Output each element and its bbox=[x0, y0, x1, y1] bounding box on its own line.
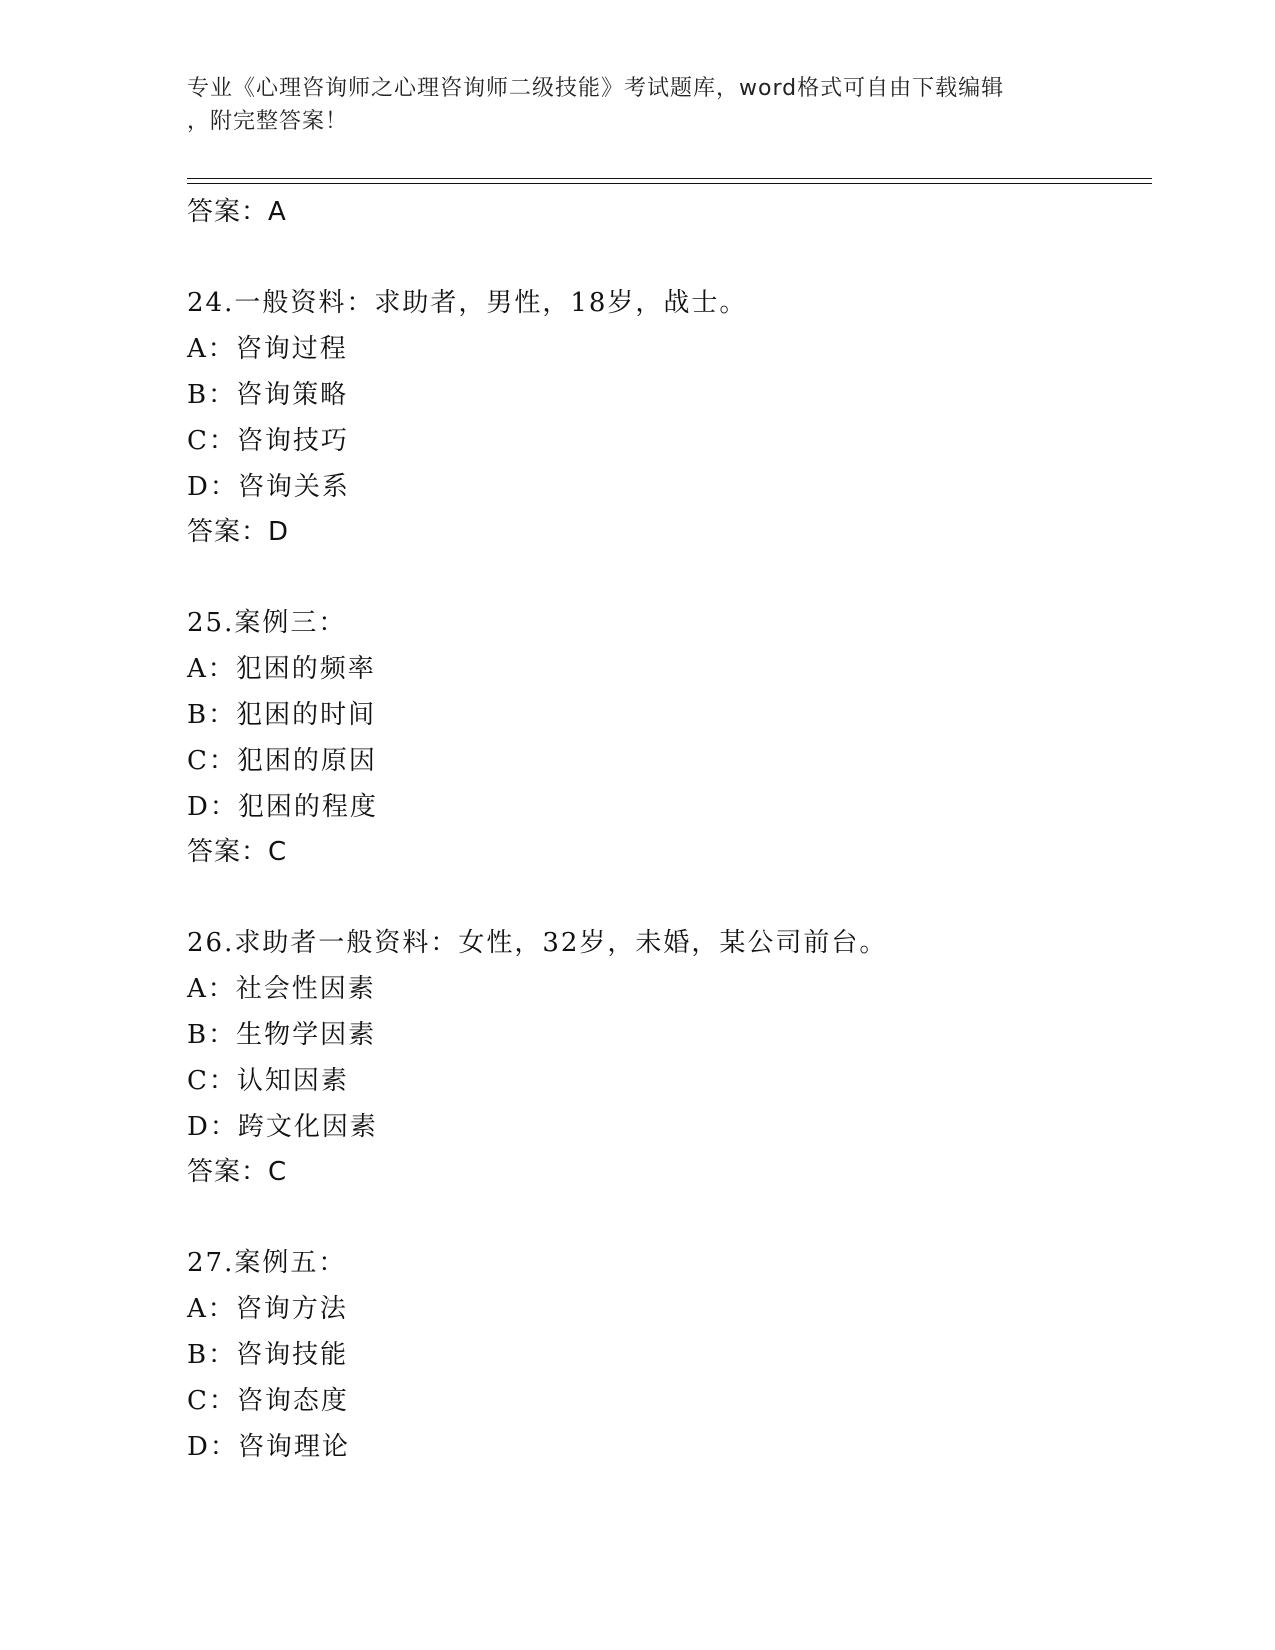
question-24 bbox=[187, 280, 1147, 554]
option-a: A：咨询过程 bbox=[187, 334, 348, 364]
question-text: 26.求助者一般资料：女性，32岁，未婚，某公司前台。 bbox=[187, 928, 888, 958]
option-a: A：咨询方法 bbox=[187, 1294, 348, 1324]
spacer bbox=[187, 234, 1147, 280]
spacer bbox=[187, 1194, 1147, 1240]
option-d: D：犯困的程度 bbox=[187, 792, 378, 822]
question-text: 25.案例三： bbox=[187, 608, 347, 638]
option-c: C：咨询技巧 bbox=[187, 426, 349, 456]
answer: 答案：C bbox=[187, 1157, 288, 1187]
header-line-2: ，附完整答案！ bbox=[187, 109, 349, 134]
document-header bbox=[187, 72, 1087, 138]
question-26 bbox=[187, 920, 1147, 1194]
option-c: C：认知因素 bbox=[187, 1066, 349, 1096]
option-b: B：咨询技能 bbox=[187, 1340, 349, 1370]
header-rule-bottom bbox=[187, 183, 1152, 184]
option-a: A：社会性因素 bbox=[187, 974, 376, 1004]
question-text: 27.案例五： bbox=[187, 1248, 347, 1278]
option-d: D：咨询关系 bbox=[187, 472, 350, 502]
option-d: D：咨询理论 bbox=[187, 1432, 350, 1462]
spacer bbox=[187, 874, 1147, 920]
option-d: D：跨文化因素 bbox=[187, 1112, 378, 1142]
option-a: A：犯困的频率 bbox=[187, 654, 376, 684]
option-c: C：咨询态度 bbox=[187, 1386, 349, 1416]
question-25 bbox=[187, 600, 1147, 874]
option-b: B：咨询策略 bbox=[187, 380, 349, 410]
option-b: B：生物学因素 bbox=[187, 1020, 377, 1050]
option-c: C：犯困的原因 bbox=[187, 746, 377, 776]
question-list bbox=[187, 190, 1147, 1470]
header-line-1: 专业《心理咨询师之心理咨询师二级技能》考试题库，word格式可自由下载编辑 bbox=[187, 76, 1005, 101]
answer: 答案：D bbox=[187, 517, 290, 547]
option-b: B：犯困的时间 bbox=[187, 700, 377, 730]
question-text: 24.一般资料：求助者，男性，18岁，战士。 bbox=[187, 288, 748, 318]
question-27 bbox=[187, 1240, 1147, 1470]
spacer bbox=[187, 554, 1147, 600]
header-rule-top bbox=[187, 178, 1152, 179]
answer-previous: 答案：A bbox=[187, 197, 287, 227]
answer: 答案：C bbox=[187, 837, 288, 867]
